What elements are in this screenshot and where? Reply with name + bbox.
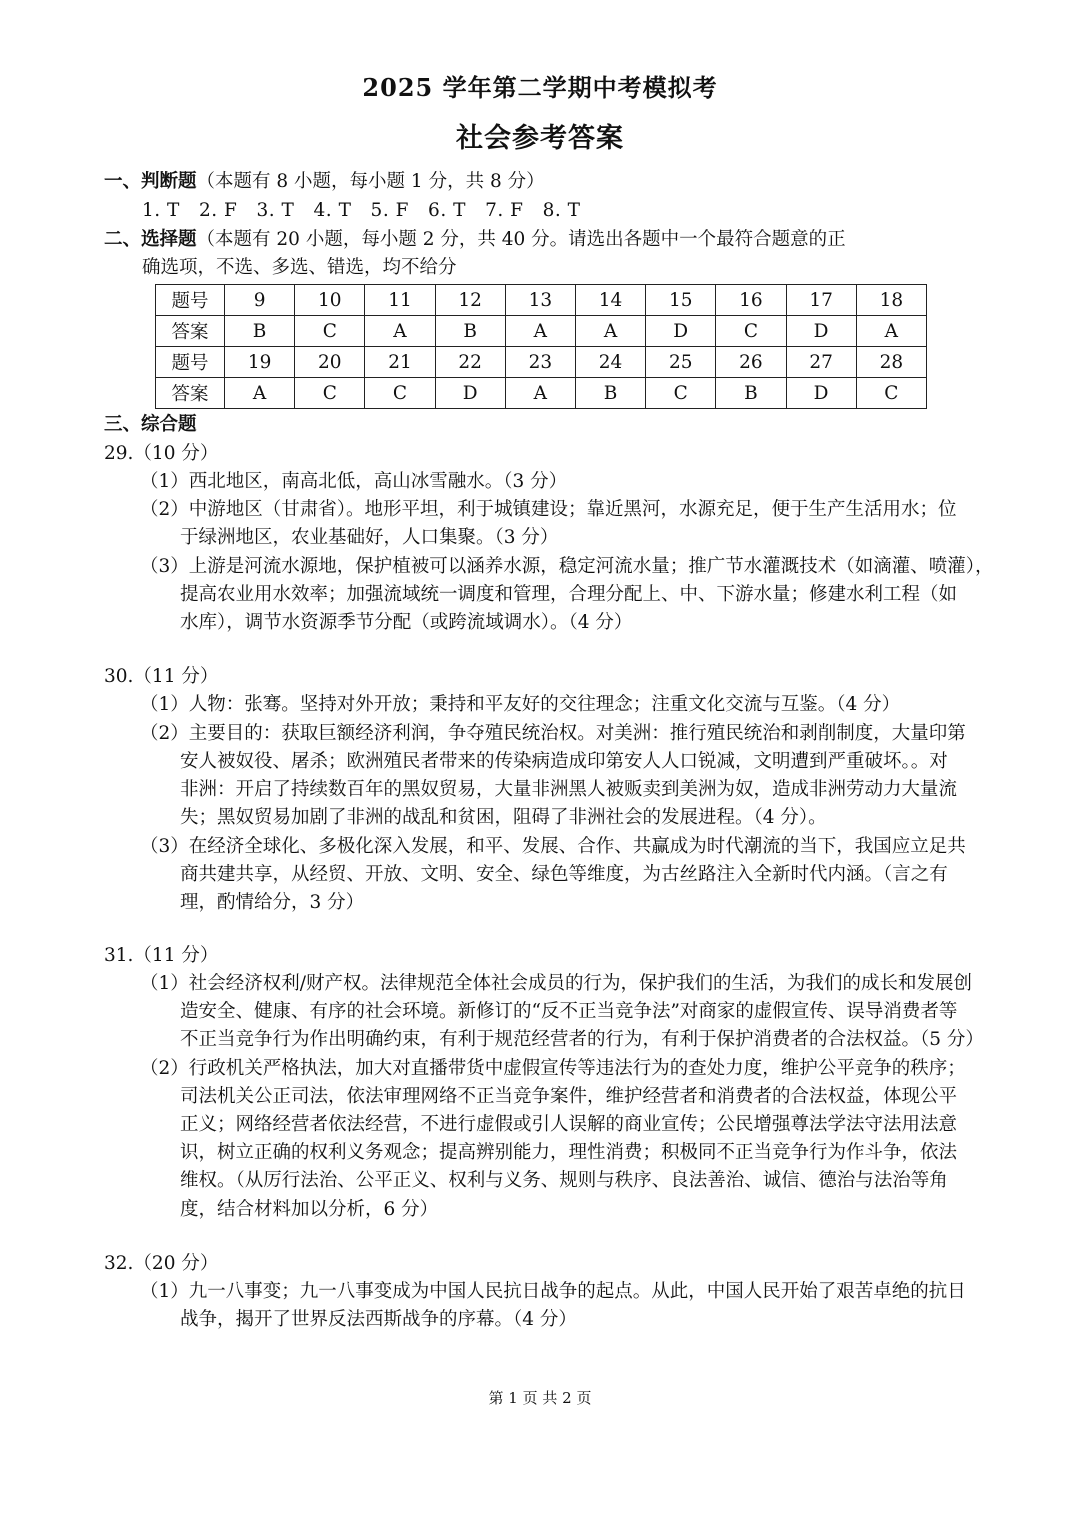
row-label-cell: 题号 xyxy=(156,285,225,316)
question-number-cell: 27 xyxy=(786,347,856,378)
answer-line: （2）行政机关严格执法，加大对直播带货中虚假宣传等违法行为的查处力度，维护公平竞争的秩序； xyxy=(140,1058,966,1079)
answer-line: 水库），调节水资源季节分配（或跨流域调水）。（4 分） xyxy=(180,612,633,633)
answer-cell: A xyxy=(575,316,645,347)
answer-line: 正义；网络经营者依法经营，不进行虚假或引人误解的商业宣传；公民增强尊法学法守法用法意 xyxy=(180,1114,958,1135)
question-number-cell: 9 xyxy=(225,285,295,316)
question-number-cell: 15 xyxy=(646,285,716,316)
answer-line: 非洲：开启了持续数百年的黑奴贸易，大量非洲黑人被贩卖到美洲为奴，造成非洲劳动力大量流 xyxy=(180,779,958,800)
answer-line: （1）人物：张骞。坚持对外开放；秉持和平友好的交往理念；注重文化交流与互鉴。（4 分） xyxy=(140,694,901,715)
question-number-cell: 11 xyxy=(365,285,435,316)
question-number-cell: 17 xyxy=(786,285,856,316)
answer-cell: B xyxy=(435,316,505,347)
answer-line: 理，酌情给分，3 分） xyxy=(180,892,365,913)
answer-cell: D xyxy=(786,378,856,409)
answer-cell: A xyxy=(505,378,575,409)
answer-cell: A xyxy=(225,378,295,409)
q29-heading: 29.（10 分） xyxy=(104,443,219,464)
answer-cell: B xyxy=(225,316,295,347)
q30-heading: 30.（11 分） xyxy=(104,666,219,687)
table-row xyxy=(156,285,927,316)
question-number-cell: 14 xyxy=(575,285,645,316)
question-number-cell: 12 xyxy=(435,285,505,316)
answer-cell: A xyxy=(505,316,575,347)
section-1-title: 一、判断题 xyxy=(104,171,197,192)
question-number-cell: 24 xyxy=(575,347,645,378)
row-label-cell: 答案 xyxy=(156,378,225,409)
answer-line: （1）社会经济权利/财产权。法律规范全体社会成员的行为，保护我们的生活，为我们的成长和发展创 xyxy=(140,973,973,994)
answer-cell: C xyxy=(856,378,926,409)
page-number: 第 1 页 共 2 页 xyxy=(488,1389,592,1407)
question-number-cell: 20 xyxy=(295,347,365,378)
answer-line: （3）在经济全球化、多极化深入发展，和平、发展、合作、共赢成为时代潮流的当下，我国应立足共 xyxy=(140,836,966,857)
answer-line: 商共建共享，从经贸、开放、文明、安全、绿色等维度，为古丝路注入全新时代内涵。（言之有 xyxy=(180,864,948,885)
answer-line: 维权。（从厉行法治、公平正义、权利与义务、规则与秩序、良法善治、诚信、德治与法治等角 xyxy=(180,1170,948,1191)
q32-heading: 32.（20 分） xyxy=(104,1253,219,1274)
question-number-cell: 16 xyxy=(716,285,786,316)
answer-line: （3）上游是河流水源地，保护植被可以涵养水源，稳定河流水量；推广节水灌溉技术（如滴灌、喷灌）， xyxy=(140,556,994,577)
answer-line: 造安全、健康、有序的社会环境。新修订的“反不正当竞争法”对商家的虚假宣传、误导消费者等 xyxy=(180,1001,958,1022)
answer-line: 度，结合材料加以分析，6 分） xyxy=(180,1199,439,1220)
row-label-cell: 答案 xyxy=(156,316,225,347)
section-2-note-cont: 确选项，不选、多选、错选，均不给分 xyxy=(142,257,457,278)
question-number-cell: 23 xyxy=(505,347,575,378)
question-number-cell: 19 xyxy=(225,347,295,378)
answer-line: 提高农业用水效率；加强流域统一调度和管理，合理分配上、中、下游水量；修建水利工程（如 xyxy=(180,584,958,605)
question-number-cell: 10 xyxy=(295,285,365,316)
question-number-cell: 26 xyxy=(716,347,786,378)
answer-line: 识，树立正确的权利义务观念；提高辨别能力，理性消费；积极同不正当竞争行为作斗争，依法 xyxy=(180,1142,958,1163)
answer-line: （1）西北地区，南高北低，高山冰雪融水。（3 分） xyxy=(140,471,568,492)
section-1-note: （本题有 8 小题，每小题 1 分，共 8 分） xyxy=(196,171,545,192)
answer-line: （2）中游地区（甘肃省）。地形平坦，利于城镇建设；靠近黑河，水源充足，便于生产生活用水；位 xyxy=(140,499,957,520)
answer-line: （1）九一八事变；九一八事变成为中国人民抗日战争的起点。从此，中国人民开始了艰苦卓绝的抗日 xyxy=(140,1281,966,1302)
answer-cell: A xyxy=(856,316,926,347)
section-1-heading xyxy=(104,168,545,196)
table-row xyxy=(156,347,927,378)
table-row xyxy=(156,378,927,409)
q31-heading: 31.（11 分） xyxy=(104,945,219,966)
answer-line: 战争，揭开了世界反法西斯战争的序幕。（4 分） xyxy=(180,1309,577,1330)
answer-line: 于绿洲地区，农业基础好，人口集聚。（3 分） xyxy=(180,527,559,548)
answer-table xyxy=(155,284,927,409)
row-label-cell: 题号 xyxy=(156,347,225,378)
answer-cell: B xyxy=(716,378,786,409)
answer-cell: B xyxy=(575,378,645,409)
answer-cell: D xyxy=(646,316,716,347)
answer-cell: C xyxy=(365,378,435,409)
question-number-cell: 18 xyxy=(856,285,926,316)
answer-cell: C xyxy=(295,378,365,409)
question-number-cell: 21 xyxy=(365,347,435,378)
question-number-cell: 13 xyxy=(505,285,575,316)
section-2-note: （本题有 20 小题，每小题 2 分，共 40 分。请选出各题中一个最符合题意的正 xyxy=(196,229,846,250)
answer-cell: C xyxy=(295,316,365,347)
answer-line: 司法机关公正司法，依法审理网络不正当竞争案件，维护经营者和消费者的合法权益，体现公平 xyxy=(180,1086,958,1107)
answer-cell: C xyxy=(716,316,786,347)
table-row xyxy=(156,316,927,347)
answer-line: 失；黑奴贸易加剧了非洲的战乱和贫困，阻碍了非洲社会的发展进程。（4 分）。 xyxy=(180,807,827,828)
question-number-cell: 25 xyxy=(646,347,716,378)
answer-cell: D xyxy=(786,316,856,347)
section-2-title: 二、选择题 xyxy=(104,229,197,250)
section-2-heading xyxy=(104,226,846,254)
page-title: 2025 学年第二学期中考模拟考 xyxy=(362,73,718,102)
answer-cell: D xyxy=(435,378,505,409)
answer-line: （2）主要目的：获取巨额经济利润，争夺殖民统治权。对美洲：推行殖民统治和剥削制度，大量印第 xyxy=(140,723,966,744)
answer-line: 不正当竞争行为作出明确约束，有利于规范经营者的行为，有利于保护消费者的合法权益。（5 分） xyxy=(180,1029,984,1050)
section-1-answers: 1. T 2. F 3. T 4. T 5. F 6. T 7. F 8. T xyxy=(142,200,581,221)
question-number-cell: 28 xyxy=(856,347,926,378)
page-subtitle: 社会参考答案 xyxy=(456,123,624,154)
section-3-heading: 三、综合题 xyxy=(104,414,197,435)
answer-cell: A xyxy=(365,316,435,347)
answer-cell: C xyxy=(646,378,716,409)
question-number-cell: 22 xyxy=(435,347,505,378)
answer-line: 安人被奴役、屠杀；欧洲殖民者带来的传染病造成印第安人人口锐减，文明遭到严重破坏。。对 xyxy=(180,751,948,772)
